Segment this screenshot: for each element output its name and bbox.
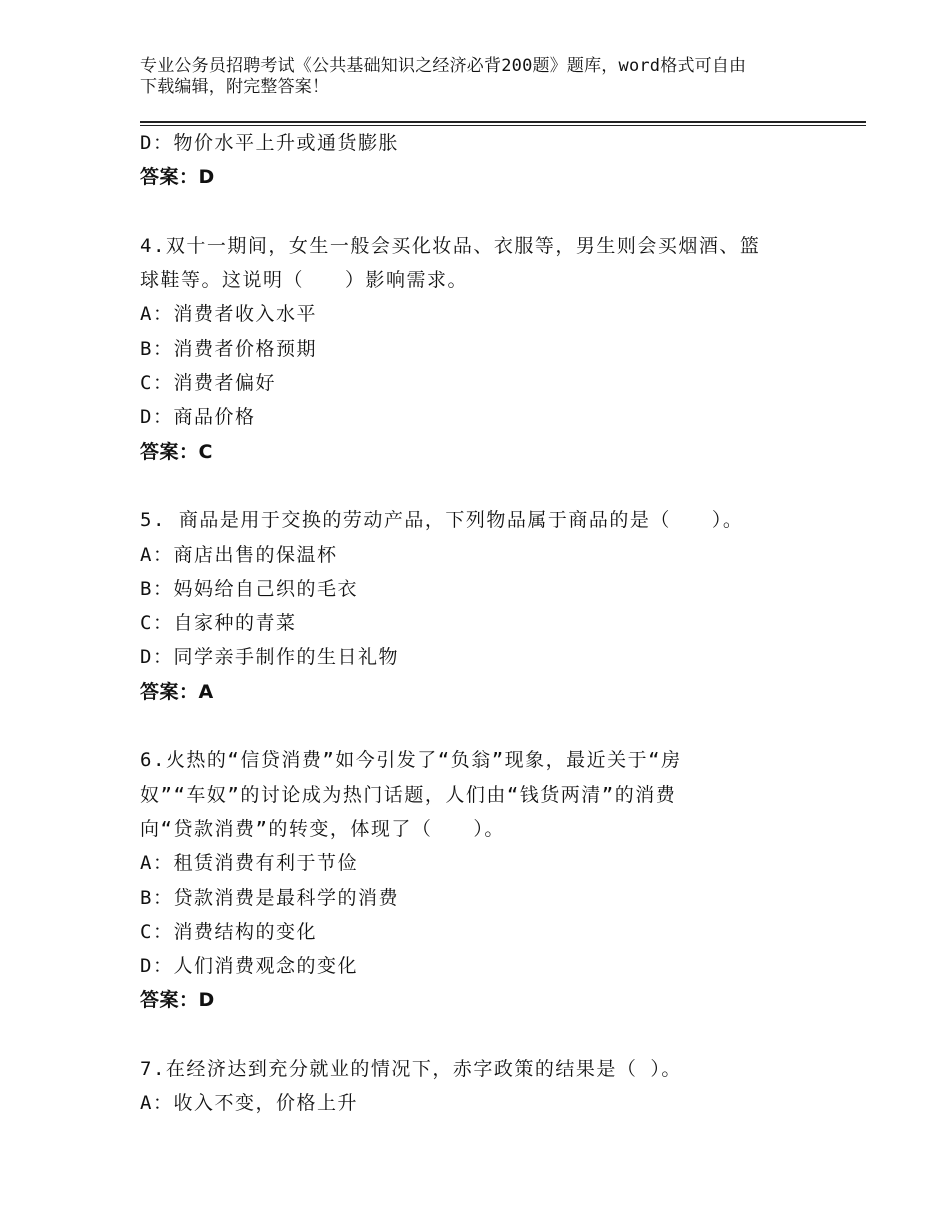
q6-answer: 答案：D	[140, 989, 215, 1012]
header-line-1: 专业公务员招聘考试《公共基础知识之经济必背200题》题库，word格式可自由	[140, 56, 747, 76]
q7-option-a: A：收入不变，价格上升	[140, 1092, 358, 1115]
header-line-2: 下载编辑，附完整答案！	[140, 77, 330, 97]
q5-option-d: D：同学亲手制作的生日礼物	[140, 646, 399, 669]
q5-answer: 答案：A	[140, 680, 214, 703]
page-header	[140, 56, 820, 98]
spacer	[140, 195, 840, 229]
q7-stem-line-1: 7.在经济达到充分就业的情况下，赤字政策的结果是（ ）。	[140, 1058, 682, 1081]
q4-option-b: B：消费者价格预期	[140, 337, 317, 360]
q6-option-d: D：人们消费观念的变化	[140, 955, 358, 978]
q6-stem-line-2: 奴”“车奴”的讨论成为热门话题，人们由“钱货两清”的消费	[140, 783, 677, 806]
q6-stem-line-3: 向“贷款消费”的转变，体现了（ ）。	[140, 817, 505, 840]
q4-stem-line-2: 球鞋等。这说明（ ）影响需求。	[140, 269, 469, 292]
q6-option-a: A：租赁消费有利于节俭	[140, 852, 358, 875]
spacer	[140, 1018, 840, 1052]
spacer	[140, 469, 840, 503]
q6-option-b: B：贷款消费是最科学的消费	[140, 886, 399, 909]
q3-answer: 答案：D	[140, 166, 215, 189]
q4-option-c: C：消费者偏好	[140, 372, 276, 395]
q5-option-b: B：妈妈给自己织的毛衣	[140, 577, 358, 600]
q4-stem-line-1: 4.双十一期间，女生一般会买化妆品、衣服等，男生则会买烟酒、篮	[140, 234, 761, 257]
q4-answer: 答案：C	[140, 440, 213, 463]
q5-option-c: C：自家种的青菜	[140, 612, 297, 635]
q3-option-d: D：物价水平上升或通货膨胀	[140, 132, 399, 154]
spacer	[140, 709, 840, 743]
q5-stem-line-1: 5. 商品是用于交换的劳动产品，下列物品属于商品的是（ ）。	[140, 509, 744, 532]
q4-option-a: A：消费者收入水平	[140, 303, 317, 326]
q6-option-c: C：消费结构的变化	[140, 920, 317, 943]
question-list	[140, 126, 840, 1121]
q6-stem-line-1: 6.火热的“信贷消费”如今引发了“负翁”现象，最近关于“房	[140, 749, 682, 772]
q4-option-d: D：商品价格	[140, 406, 256, 429]
q5-option-a: A：商店出售的保温杯	[140, 543, 338, 566]
